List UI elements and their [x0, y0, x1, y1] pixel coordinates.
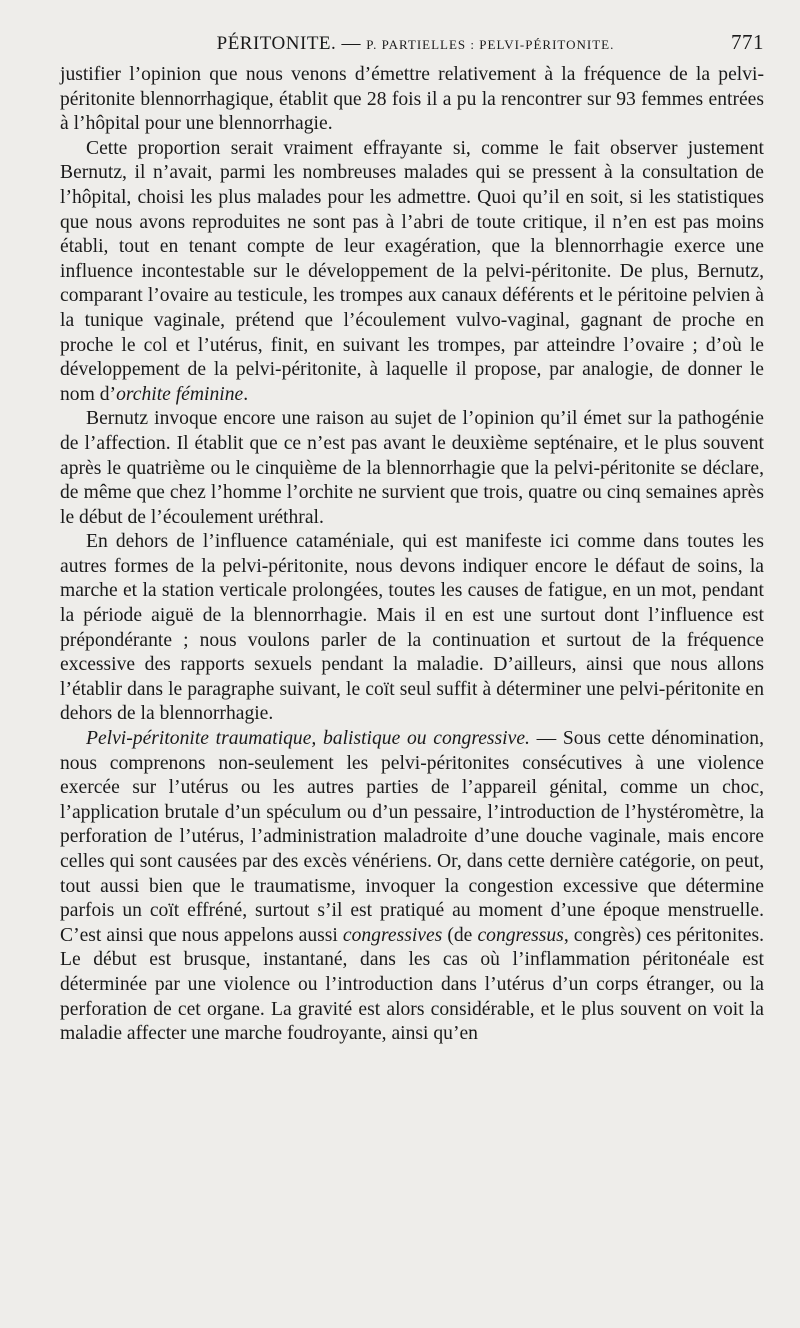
italic-term-1: congressives — [342, 924, 443, 946]
paragraph-5-text-c: , congrès) ces péritonites. Le début est brusque, instantané, dans les cas où l’inflammation péritonéale est déterminée par une violence ou l’introduction dans l’utérus d’un corps étranger, ou la perforation de cet organe. La gravité est alors considérable, et le plus souvent on voit la maladie affecter une marche foudroyante, ainsi qu’en — [60, 924, 764, 1045]
header-dash: — — [341, 33, 362, 54]
paragraph-5 — [60, 727, 764, 1047]
paragraph-4: En dehors de l’influence cataméniale, qui est manifeste ici comme dans toutes les autres formes de la pelvi-péritonite, nous devons indiquer encore le défaut de soins, la marche et la station verticale prolongées, toutes les causes de fatigue, en un mot, pendant la période aiguë de la blennorrhagie. Mais il en est une surtout dont l’influence est prépondérante ; nous voulons parler de la continuation et surtout de la fréquence excessive des rapports sexuels pendant la maladie. D’ailleurs, ainsi que nous allons l’établir dans le paragraphe suivant, le coït seul suffit à déterminer une pelvi-péritonite en dehors de la blennorrhagie. — [60, 531, 764, 725]
italic-term-2: congressus — [477, 924, 564, 946]
page-number: 771 — [731, 30, 764, 54]
section-heading: Pelvi-péritonite traumatique, balistique ou congressive. — [86, 728, 530, 750]
running-header — [60, 30, 764, 55]
paragraph-2 — [60, 137, 764, 408]
paragraph-5-text-b: (de — [442, 924, 478, 946]
running-title — [60, 33, 731, 55]
paragraph-2-text: Cette proportion serait vraiment effrayante si, comme le fait observer justement Bernutz, il n’avait, parmi les nombreuses malades qui se pressent à la consultation de l’hôpital, choisi les plus malades pour les admettre. Quoi qu’il en soit, si les statistiques que nous avons reproduites ne sont pas à l’abri de toute critique, il n’en est pas moins établi, tout en tenant compte de leur exagération, que la blennorrhagie exerce une influence incontestable sur le développement de la pelvi-péritonite. De plus, Bernutz, comparant l’ovaire au testicule, les trompes aux canaux déférents et le péritoine pelvien à la tunique vaginale, prétend que l’écoulement vulvo-vaginal, gagnant de proche en proche le col et l’utérus, finit, en suivant les trompes, par atteindre l’ovaire ; d’où le développement de la pelvi-péritonite, à laquelle il propose, par analogie, de donner le nom d’ — [60, 137, 764, 405]
paragraph-5-text-a: — Sous cette dénomination, nous comprenons non-seulement les pelvi-péritonites consécutives à une violence exercée sur l’utérus ou les autres parties de l’appareil génital, comme un choc, l’application brutale d’un spéculum ou d’un pessaire, l’introduction de l’hystéromètre, la perforation de l’utérus, l’administration maladroite d’une douche vaginale, mais encore celles qui sont causées par des excès vénériens. Or, dans cette dernière catégorie, on peut, tout aussi bien que le traumatisme, invoquer la congestion excessive que détermine parfois un coït effréné, surtout s’il est pratiqué au moment d’une époque menstruelle. C’est ainsi que nous appelons aussi — [60, 728, 764, 946]
paragraph-2-italic: orchite féminine — [116, 383, 244, 405]
paragraph-3: Bernutz invoque encore une raison au sujet de l’opinion qu’il émet sur la pathogénie de l’affection. Il établit que ce n’est pas avant le deuxième septénaire, et le plus souvent après le quatrième ou le cinquième de la blennorrhagie que la pelvi-péritonite se déclare, de même que chez l’homme l’orchite ne survient que trois, quatre ou cinq semaines après le début de l’écoulement uréthral. — [60, 408, 764, 528]
section-title: P. PARTIELLES : PELVI-PÉRITONITE. — [366, 37, 615, 52]
paragraph-2-end: . — [243, 383, 249, 405]
paragraph-1: justifier l’opinion que nous venons d’émettre relativement à la fréquence de la pelvi-péritonite blennorrhagique, établit que 28 fois il a pu la rencontrer sur 93 femmes entrées à l’hôpital pour une blennorrhagie. — [60, 64, 764, 135]
chapter-title: PÉRITONITE. — [216, 33, 337, 54]
